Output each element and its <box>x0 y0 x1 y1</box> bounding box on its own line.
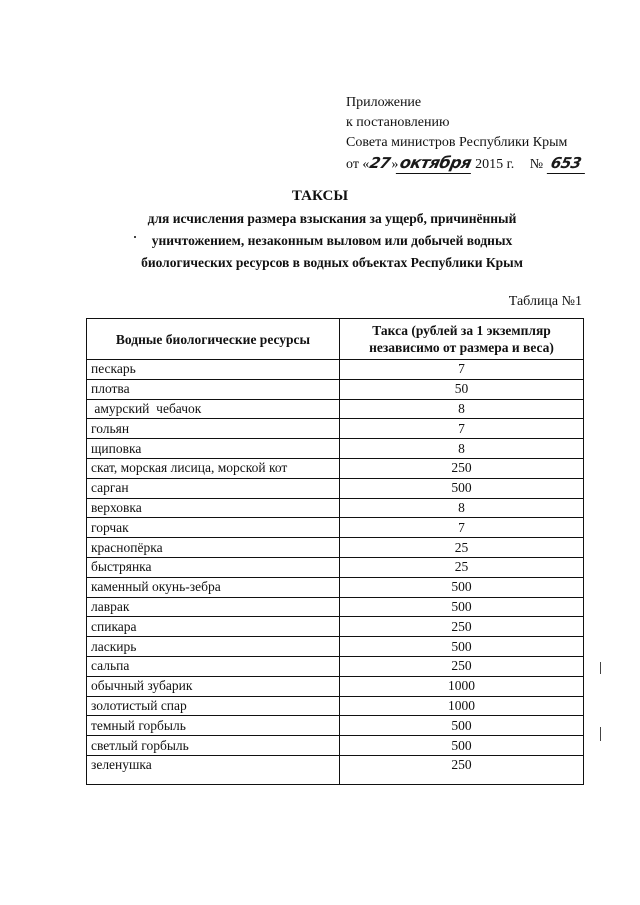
fee-value: 7 <box>340 360 584 380</box>
species-name: спикара <box>87 617 340 637</box>
date-prefix: от « <box>346 157 370 172</box>
table-label: Таблица №1 <box>508 294 582 309</box>
handwritten-day: 27 <box>368 154 393 172</box>
table-row <box>87 399 584 419</box>
table-row <box>87 538 584 558</box>
species-name: гольян <box>87 419 340 439</box>
fee-value: 500 <box>340 597 584 617</box>
table-row <box>87 716 584 736</box>
species-name: темный горбыль <box>87 716 340 736</box>
subtitle-line: уничтожением, незаконным выловом или добычей водных <box>151 233 513 248</box>
table-row <box>87 360 584 380</box>
fee-value: 500 <box>340 716 584 736</box>
appendix-line-1: Приложение <box>346 95 422 110</box>
fee-value: 25 <box>340 538 584 558</box>
table-row <box>87 478 584 498</box>
table-row <box>87 617 584 637</box>
species-name: щиповка <box>87 439 340 459</box>
header-resources: Водные биологические ресурсы <box>87 319 340 360</box>
species-name: сальпа <box>87 656 340 676</box>
species-name: лаврак <box>87 597 340 617</box>
table-row <box>87 577 584 597</box>
date-year: 2015 г. <box>475 157 515 172</box>
table-header-row <box>87 319 584 360</box>
species-name: краснопёрка <box>87 538 340 558</box>
species-name: плотва <box>87 379 340 399</box>
handwritten-month: октября <box>396 153 475 174</box>
header-fee: Такса (рублей за 1 экземпляр независимо от размера и веса) <box>340 319 584 360</box>
species-name: зеленушка <box>87 755 340 784</box>
species-name: светлый горбыль <box>87 736 340 756</box>
table-row <box>87 755 584 784</box>
table-row <box>87 419 584 439</box>
fee-value: 250 <box>340 617 584 637</box>
subtitle-line: для исчисления размера взыскания за ущерб, причинённый <box>147 211 517 226</box>
table-row <box>87 736 584 756</box>
fee-value: 7 <box>340 419 584 439</box>
fees-table <box>86 318 584 785</box>
table-row <box>87 498 584 518</box>
fee-value: 8 <box>340 399 584 419</box>
fee-value: 1000 <box>340 696 584 716</box>
species-name: сарган <box>87 478 340 498</box>
species-name: обычный зубарик <box>87 676 340 696</box>
fee-value: 8 <box>340 498 584 518</box>
document-title: ТАКСЫ <box>291 188 349 204</box>
table-body <box>87 360 584 785</box>
species-name: быстрянка <box>87 557 340 577</box>
species-name: амурский чебачок <box>87 399 340 419</box>
table-row <box>87 676 584 696</box>
fee-value: 50 <box>340 379 584 399</box>
table-row <box>87 597 584 617</box>
table-row <box>87 518 584 538</box>
appendix-line-3: Совета министров Республики Крым <box>346 135 568 150</box>
species-name: золотистый спар <box>87 696 340 716</box>
scan-speck <box>600 662 601 674</box>
fee-value: 500 <box>340 736 584 756</box>
species-name: верховка <box>87 498 340 518</box>
fee-value: 500 <box>340 478 584 498</box>
fee-value: 8 <box>340 439 584 459</box>
subtitle-line: биологических ресурсов в водных объектах Республики Крым <box>141 255 523 270</box>
table-row <box>87 458 584 478</box>
table-row <box>87 637 584 657</box>
fee-value: 1000 <box>340 676 584 696</box>
fee-value: 500 <box>340 637 584 657</box>
date-quote-close: » <box>391 157 399 172</box>
fee-value: 7 <box>340 518 584 538</box>
table-row <box>87 439 584 459</box>
handwritten-number: 653 <box>547 153 589 174</box>
species-name: каменный окунь-зебра <box>87 577 340 597</box>
scan-speck <box>134 236 136 238</box>
table-row <box>87 379 584 399</box>
fee-value: 25 <box>340 557 584 577</box>
species-name: пескарь <box>87 360 340 380</box>
document-subtitle <box>112 208 552 274</box>
fee-value: 250 <box>340 458 584 478</box>
appendix-block <box>346 93 587 175</box>
table-row <box>87 557 584 577</box>
table-row <box>87 696 584 716</box>
scan-speck <box>600 727 601 741</box>
species-name: ласкирь <box>87 637 340 657</box>
fee-value: 250 <box>340 656 584 676</box>
appendix-line-2: к постановлению <box>346 115 450 130</box>
species-name: горчак <box>87 518 340 538</box>
fee-value: 500 <box>340 577 584 597</box>
fee-value: 250 <box>340 755 584 784</box>
number-label: № <box>529 157 544 172</box>
table-row <box>87 656 584 676</box>
species-name: скат, морская лисица, морской кот <box>87 458 340 478</box>
appendix-date-line <box>346 153 587 175</box>
